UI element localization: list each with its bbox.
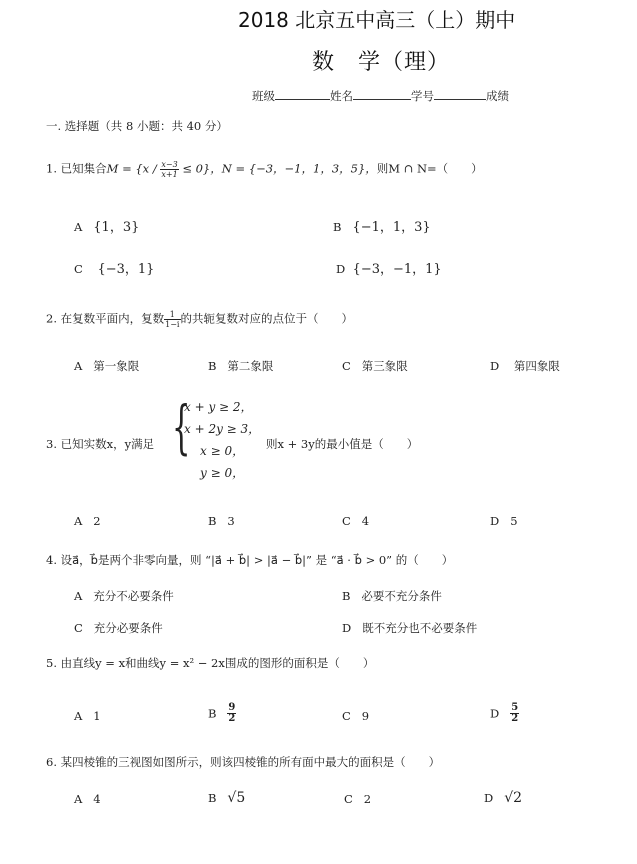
exam-subtitle: 数 学（理） [312,50,451,75]
option-text: 充分必要条件 [93,621,163,635]
option-letter: B [333,220,342,234]
q1-frac-num: x−3 [161,160,178,169]
option-text: 充分不必要条件 [93,589,174,603]
option-letter: B [208,359,217,373]
q5-option-d[interactable] [490,703,519,724]
option-text: 既不充分也不必要条件 [362,621,478,635]
option-letter: D [490,514,500,528]
option-letter: A [74,792,83,806]
class-blank [275,88,330,100]
q2-frac-den: 1−i [165,320,180,329]
q1-set-m-left: M = {x / [106,161,157,176]
option-text: 4 [361,514,370,528]
option-letter: A [74,359,83,373]
option-text: 2 [93,514,101,528]
q5-option-c[interactable] [342,709,369,723]
q1-option-c[interactable] [74,258,154,277]
option-letter: D [490,359,500,373]
q4-option-d[interactable] [342,620,477,636]
option-text: {−3，−1，1} [352,262,442,277]
option-letter: A [74,220,83,234]
q5-option-a[interactable] [74,709,101,723]
frac-den: 2 [228,713,236,724]
question-2 [46,310,353,329]
q6-option-c[interactable] [344,792,371,806]
name-label: 姓名 [330,89,353,103]
q3-option-d[interactable] [490,514,518,528]
q6-option-b[interactable] [208,790,245,806]
q1-set-n: ，N = {−3，−1，1，3，5}， [210,161,377,176]
option-letter: C [342,514,351,528]
option-text: √2 [504,790,523,806]
q3-condition: x + 2y ≥ 3， [184,422,261,436]
q2-option-b[interactable] [208,358,273,374]
option-text: 第四象限 [513,359,560,373]
option-text: 第三象限 [361,359,408,373]
option-text: 第一象限 [93,359,140,373]
q2-option-c[interactable] [342,358,408,374]
question-6: 6. 某四棱锥的三视图如图所示，则该四棱锥的所有面中最大的面积是（ ） [46,755,441,769]
option-letter: C [342,709,351,723]
option-text: {−1，1，3} [352,220,431,235]
option-letter: B [208,706,217,721]
q3-option-b[interactable] [208,514,235,528]
option-letter: D [336,262,346,276]
class-label: 班级 [252,89,275,103]
q1-set-m-right: ≤ 0} [182,161,211,176]
option-text: 1 [93,709,101,723]
question-4: 4. 设a⃗，b⃗是两个非零向量，则 “|a⃗ + b⃗| > |a⃗ − b⃗|” 是 “a⃗ · b⃗ > 0” 的（ ） [46,553,454,567]
q1-frac-den: x+1 [161,170,178,179]
option-letter: C [342,359,351,373]
option-text: {1，3} [93,220,140,235]
option-text: 2 [363,792,372,806]
frac-num: 5 [511,702,519,713]
option-letter: A [74,514,83,528]
frac-den: 2 [511,713,519,724]
option-letter: B [208,791,217,805]
q4-option-b[interactable] [342,588,442,604]
option-letter: A [74,589,83,603]
option-text: 9 [361,709,370,723]
option-text: {−3，1} [97,262,155,277]
q3-option-c[interactable] [342,514,369,528]
option-text: 3 [227,514,235,528]
q2-frac-num: 1 [164,310,180,320]
q2-option-d[interactable] [490,358,560,374]
q6-option-a[interactable] [74,792,101,806]
option-text: 5 [510,514,518,528]
q2-suffix: 的共轭复数对应的点位于（ ） [180,311,353,326]
q2-option-a[interactable] [74,358,139,374]
q2-prefix: 2. 在复数平面内，复数 [46,311,165,326]
q3-condition: y ≥ 0， [200,466,245,480]
exam-title: 2018 北京五中高三（上）期中 [238,8,516,32]
option-letter: C [74,262,83,276]
option-fraction [227,703,236,724]
option-fraction [510,703,519,724]
option-letter: B [208,514,217,528]
q3-prefix: 3. 已知实数x，y满足 [46,437,155,451]
q3-condition: x + y ≥ 2， [184,400,253,414]
q5-option-b[interactable] [208,703,236,724]
q4-option-c[interactable] [74,620,163,636]
q1-prefix: 1. 已知集合 [46,161,107,176]
id-label: 学号 [411,89,434,103]
question-1 [46,160,483,179]
q6-option-d[interactable] [484,790,522,806]
q3-option-a[interactable] [74,514,101,528]
q1-ask: 则M ∩ N=（ ） [376,161,483,176]
section-heading: 一. 选择题（共 8 小题：共 40 分） [46,119,228,133]
q3-condition: x ≥ 0， [200,444,245,458]
score-label: 成绩 [486,89,509,103]
option-text: 必要不充分条件 [361,589,442,603]
option-text: 第二象限 [227,359,274,373]
q1-option-a[interactable] [74,216,139,235]
option-letter: D [484,791,494,805]
q3-suffix: 则x + 3y的最小值是（ ） [266,437,419,451]
option-letter: C [344,792,353,806]
frac-num: 9 [228,702,236,713]
student-info-row [252,88,509,104]
q4-option-a[interactable] [74,588,174,604]
option-letter: C [74,621,83,635]
option-letter: B [342,589,351,603]
option-letter: A [74,709,83,723]
option-letter: D [490,706,500,721]
q2-fraction [164,310,180,329]
question-5: 5. 由直线y = x和曲线y = x² − 2x围成的图形的面积是（ ） [46,656,375,670]
q1-option-b[interactable] [333,216,431,235]
q3-conditions [184,396,260,484]
option-letter: D [342,621,352,635]
name-blank [353,88,411,100]
option-text: 4 [93,792,101,806]
q3-brace: { [172,393,191,461]
id-blank [434,88,486,100]
q1-option-d[interactable] [336,258,442,277]
q1-fraction [160,160,178,179]
option-text: √5 [227,790,246,806]
